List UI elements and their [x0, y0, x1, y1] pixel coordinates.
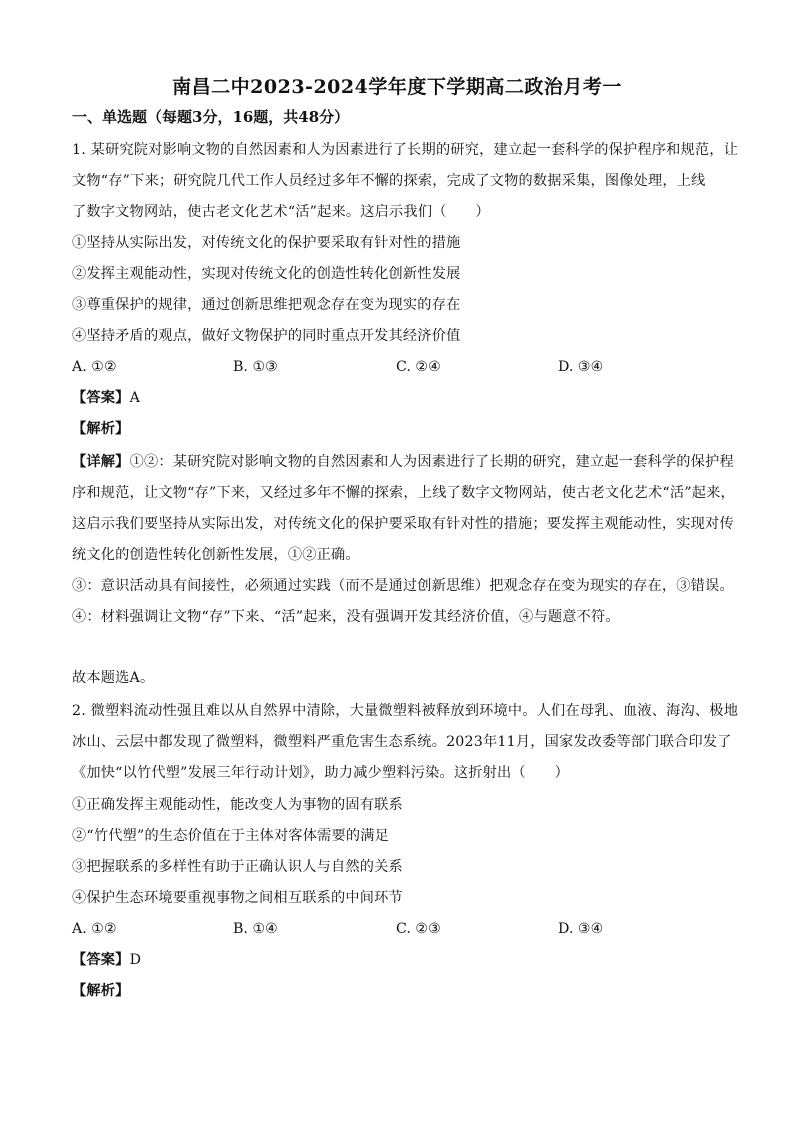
q1-detail-line-5: ③：意识活动具有间接性，必须通过实践（而不是通过创新思维）把观念存在变为现实的存在，③错误。	[72, 578, 734, 594]
q1-answer-value: A	[129, 390, 141, 406]
page-title: 南昌二中2023-2024学年度下学期高二政治月考一	[172, 76, 622, 98]
q1-stem-line-1: 1. 某研究院对影响文物的自然因素和人为因素进行了长期的研究，建立起一套科学的保护程序和规范，让	[72, 142, 739, 158]
q1-detail-line-6: ④：材料强调让文物“存”下来、“活”起来，没有强调开发其经济价值，④与题意不符。	[72, 609, 620, 625]
q2-answer-value: D	[129, 952, 142, 968]
q1-answer-tag: 【答案】	[72, 390, 130, 406]
q1-stem-line-2: 文物“存”下来；研究院几代工作人员经过多年不懈的探索，完成了文物的数据采集，图像处理，上线	[72, 173, 706, 189]
q2-statement-1: ①正确发挥主观能动性，能改变人为事物的固有联系	[72, 797, 403, 813]
q1-option-d: D. ③④	[558, 359, 604, 375]
q1-conclusion: 故本题选A。	[72, 670, 155, 686]
q1-statement-3: ③尊重保护的规律，通过创新思维把观念存在变为现实的存在	[72, 297, 461, 313]
q1-options	[72, 357, 732, 377]
q2-option-c: C. ②③	[396, 921, 441, 937]
q2-stem-line-3: 《加快“以竹代塑”发展三年行动计划》，助力减少塑料污染。这折射出（ ）	[72, 765, 569, 781]
q2-statement-2: ②“竹代塑”的生态价值在于主体对客体需要的满足	[72, 828, 390, 844]
q1-detail-line-4: 统文化的创造性转化创新性发展，①②正确。	[72, 547, 360, 563]
q2-answer-tag: 【答案】	[72, 952, 130, 968]
q2-option-a: A. ①②	[72, 921, 117, 937]
q1-detail-line-3: 这启示我们要坚持从实际出发，对传统文化的保护要采取有针对性的措施；要发挥主观能动性，实现对传	[72, 516, 734, 532]
q2-stem-line-1: 2. 微塑料流动性强且难以从自然界中清除，大量微塑料被释放到环境中。人们在母乳、血液、海沟、极地	[72, 703, 739, 719]
q1-analysis-tag: 【解析】	[72, 421, 130, 437]
q2-stem-line-2: 冰山、云层中都发现了微塑料，微塑料严重危害生态系统。2023年11月，国家发改委等部门联合印发了	[72, 734, 732, 750]
q2-options	[72, 919, 732, 939]
q1-option-c: C. ②④	[396, 359, 441, 375]
q1-option-b: B. ①③	[233, 359, 278, 375]
q2-analysis-tag: 【解析】	[72, 983, 130, 999]
q1-statement-2: ②发挥主观能动性，实现对传统文化的创造性转化创新性发展	[72, 266, 461, 282]
q1-detail-line-2: 序和规范，让文物“存”下来，又经过多年不懈的探索，上线了数字文物网站，使古老文化艺术“活”起来，	[72, 485, 735, 501]
q2-statement-4: ④保护生态环境要重视事物之间相互联系的中间环节	[72, 890, 403, 906]
q1-detail-tag: 【详解】	[72, 454, 130, 470]
q1-statement-4: ④坚持矛盾的观点，做好文物保护的同时重点开发其经济价值	[72, 328, 461, 344]
q1-answer	[72, 388, 732, 408]
q2-option-d: D. ③④	[558, 921, 604, 937]
q1-detail-line-1: 【详解】①②：某研究院对影响文物的自然因素和人为因素进行了长期的研究，建立起一套科学的保护程	[72, 454, 734, 470]
q2-statement-3: ③把握联系的多样性有助于正确认识人与自然的关系	[72, 859, 403, 875]
q1-statement-1: ①坚持从实际出发，对传统文化的保护要采取有针对性的措施	[72, 235, 461, 251]
section-heading: 一、单选题（每题3分，16题，共48分）	[72, 108, 350, 126]
q1-option-a: A. ①②	[72, 359, 117, 375]
q1-stem-line-3: 了数字文物网站，使古老文化艺术“活”起来。这启示我们（ ）	[72, 204, 490, 220]
q2-option-b: B. ①④	[233, 921, 278, 937]
q2-answer	[72, 950, 732, 970]
